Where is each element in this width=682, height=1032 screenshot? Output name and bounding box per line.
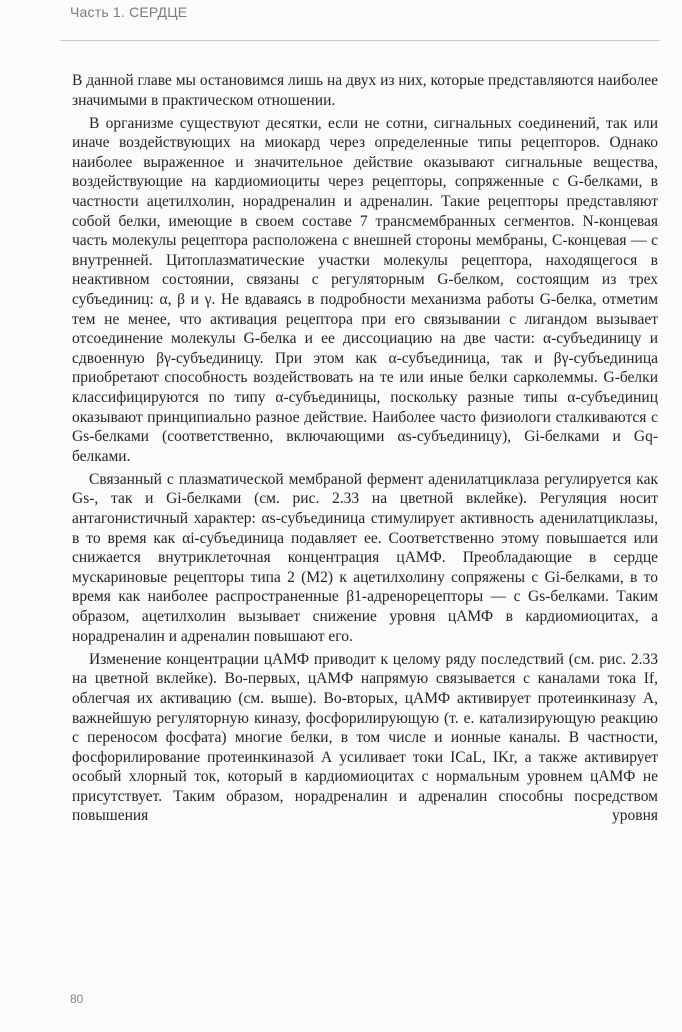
paragraph-4: Изменение концентрации цАМФ приводит к целому ряду последствий (см. рис. 2.33 на цветной вклейке). Во-первых, цАМФ напрямую связывается с каналами тока If, облегчая их активацию (см. выше). Во-вторых, цАМФ активирует протеинкиназу А, важнейшую регуляторную киназу, фосфорилирующую (т. е. катализирующую реакцию с переносом фосфата) многие белки, в том числе и ионные каналы. В частности, фосфорилирование протеинкиназой А усиливает токи ICaL, IKr, а также активирует особый хлорный ток, который в кардиомиоцитах с нормальным уровнем цАМФ не присутствует. Таким образом, норадреналин и адреналин способны посредством повышения уровня (72, 650, 658, 825)
header-divider (60, 40, 660, 41)
page-number: 80 (70, 992, 84, 1006)
paragraph-1: В данной главе мы остановимся лишь на двух из них, которые представляются наиболее значимыми в практическом отношении. (72, 72, 658, 109)
paragraph-3: Связанный с плазматической мембраной фермент аденилатциклаза регулируется как Gs-, так и Gi-белками (см. рис. 2.33 на цветной вклейке). Регуляция носит антагонистичный характер: αs-субъединица стимулирует активность аденилатциклазы, в то время как αi-субъединица подавляет ее. Соответственно этому повышается или снижается внутриклеточная концентрация цАМФ. Преобладающие в сердце мускариновые рецепторы типа 2 (M2) к ацетилхолину сопряжены с Gi-белками, в то время как наиболее распространенные β1-адренорецепторы — с Gs-белками. Таким образом, ацетилхолин вызывает снижение уровня цАМФ в кардиомиоцитах, а норадреналин и адреналин повышают его. (72, 470, 658, 645)
paragraph-2: В организме существуют десятки, если не сотни, сигнальных соединений, так или иначе воздействующих на миокард через определенные типы рецепторов. Однако наиболее выраженное и значительное действие оказывают сигнальные вещества, воздействующие на кардиомиоциты через рецепторы, сопряженные с G-белками, в частности ацетилхолин, норадреналин и адреналин. Такие рецепторы представляют собой белки, имеющие в своем составе 7 трансмембранных сегментов. N-концевая часть молекулы рецептора расположена с внешней стороны мембраны, С-концевая — с внутренней. Цитоплазматические участки молекулы рецептора, находящегося в неактивном состоянии, связаны с регуляторным G-белком, состоящим из трех субъединиц: α, β и γ. Не вдаваясь в подробности механизма работы G-белка, отметим тем не менее, что активация рецептора при его связывании с лигандом вызывает отсоединение молекулы G-белка и ее диссоциацию на две части: α-субъединицу и сдвоенную βγ-субъединицу. При этом как α-субъединица, так и βγ-субъединица приобретают способность воздействовать на те или иные белки сарколеммы. G-белки классифицируются по типу α-субъединицы, поскольку разные типы α-субъединиц оказывают принципиально разное действие. Наиболее часто физиологи сталкиваются с Gs-белками (соответственно, включающими αs-субъединицу), Gi-белками и Gq-белками. (72, 114, 658, 465)
body-text (72, 71, 658, 830)
running-title: Часть 1. СЕРДЦЕ (70, 4, 188, 20)
